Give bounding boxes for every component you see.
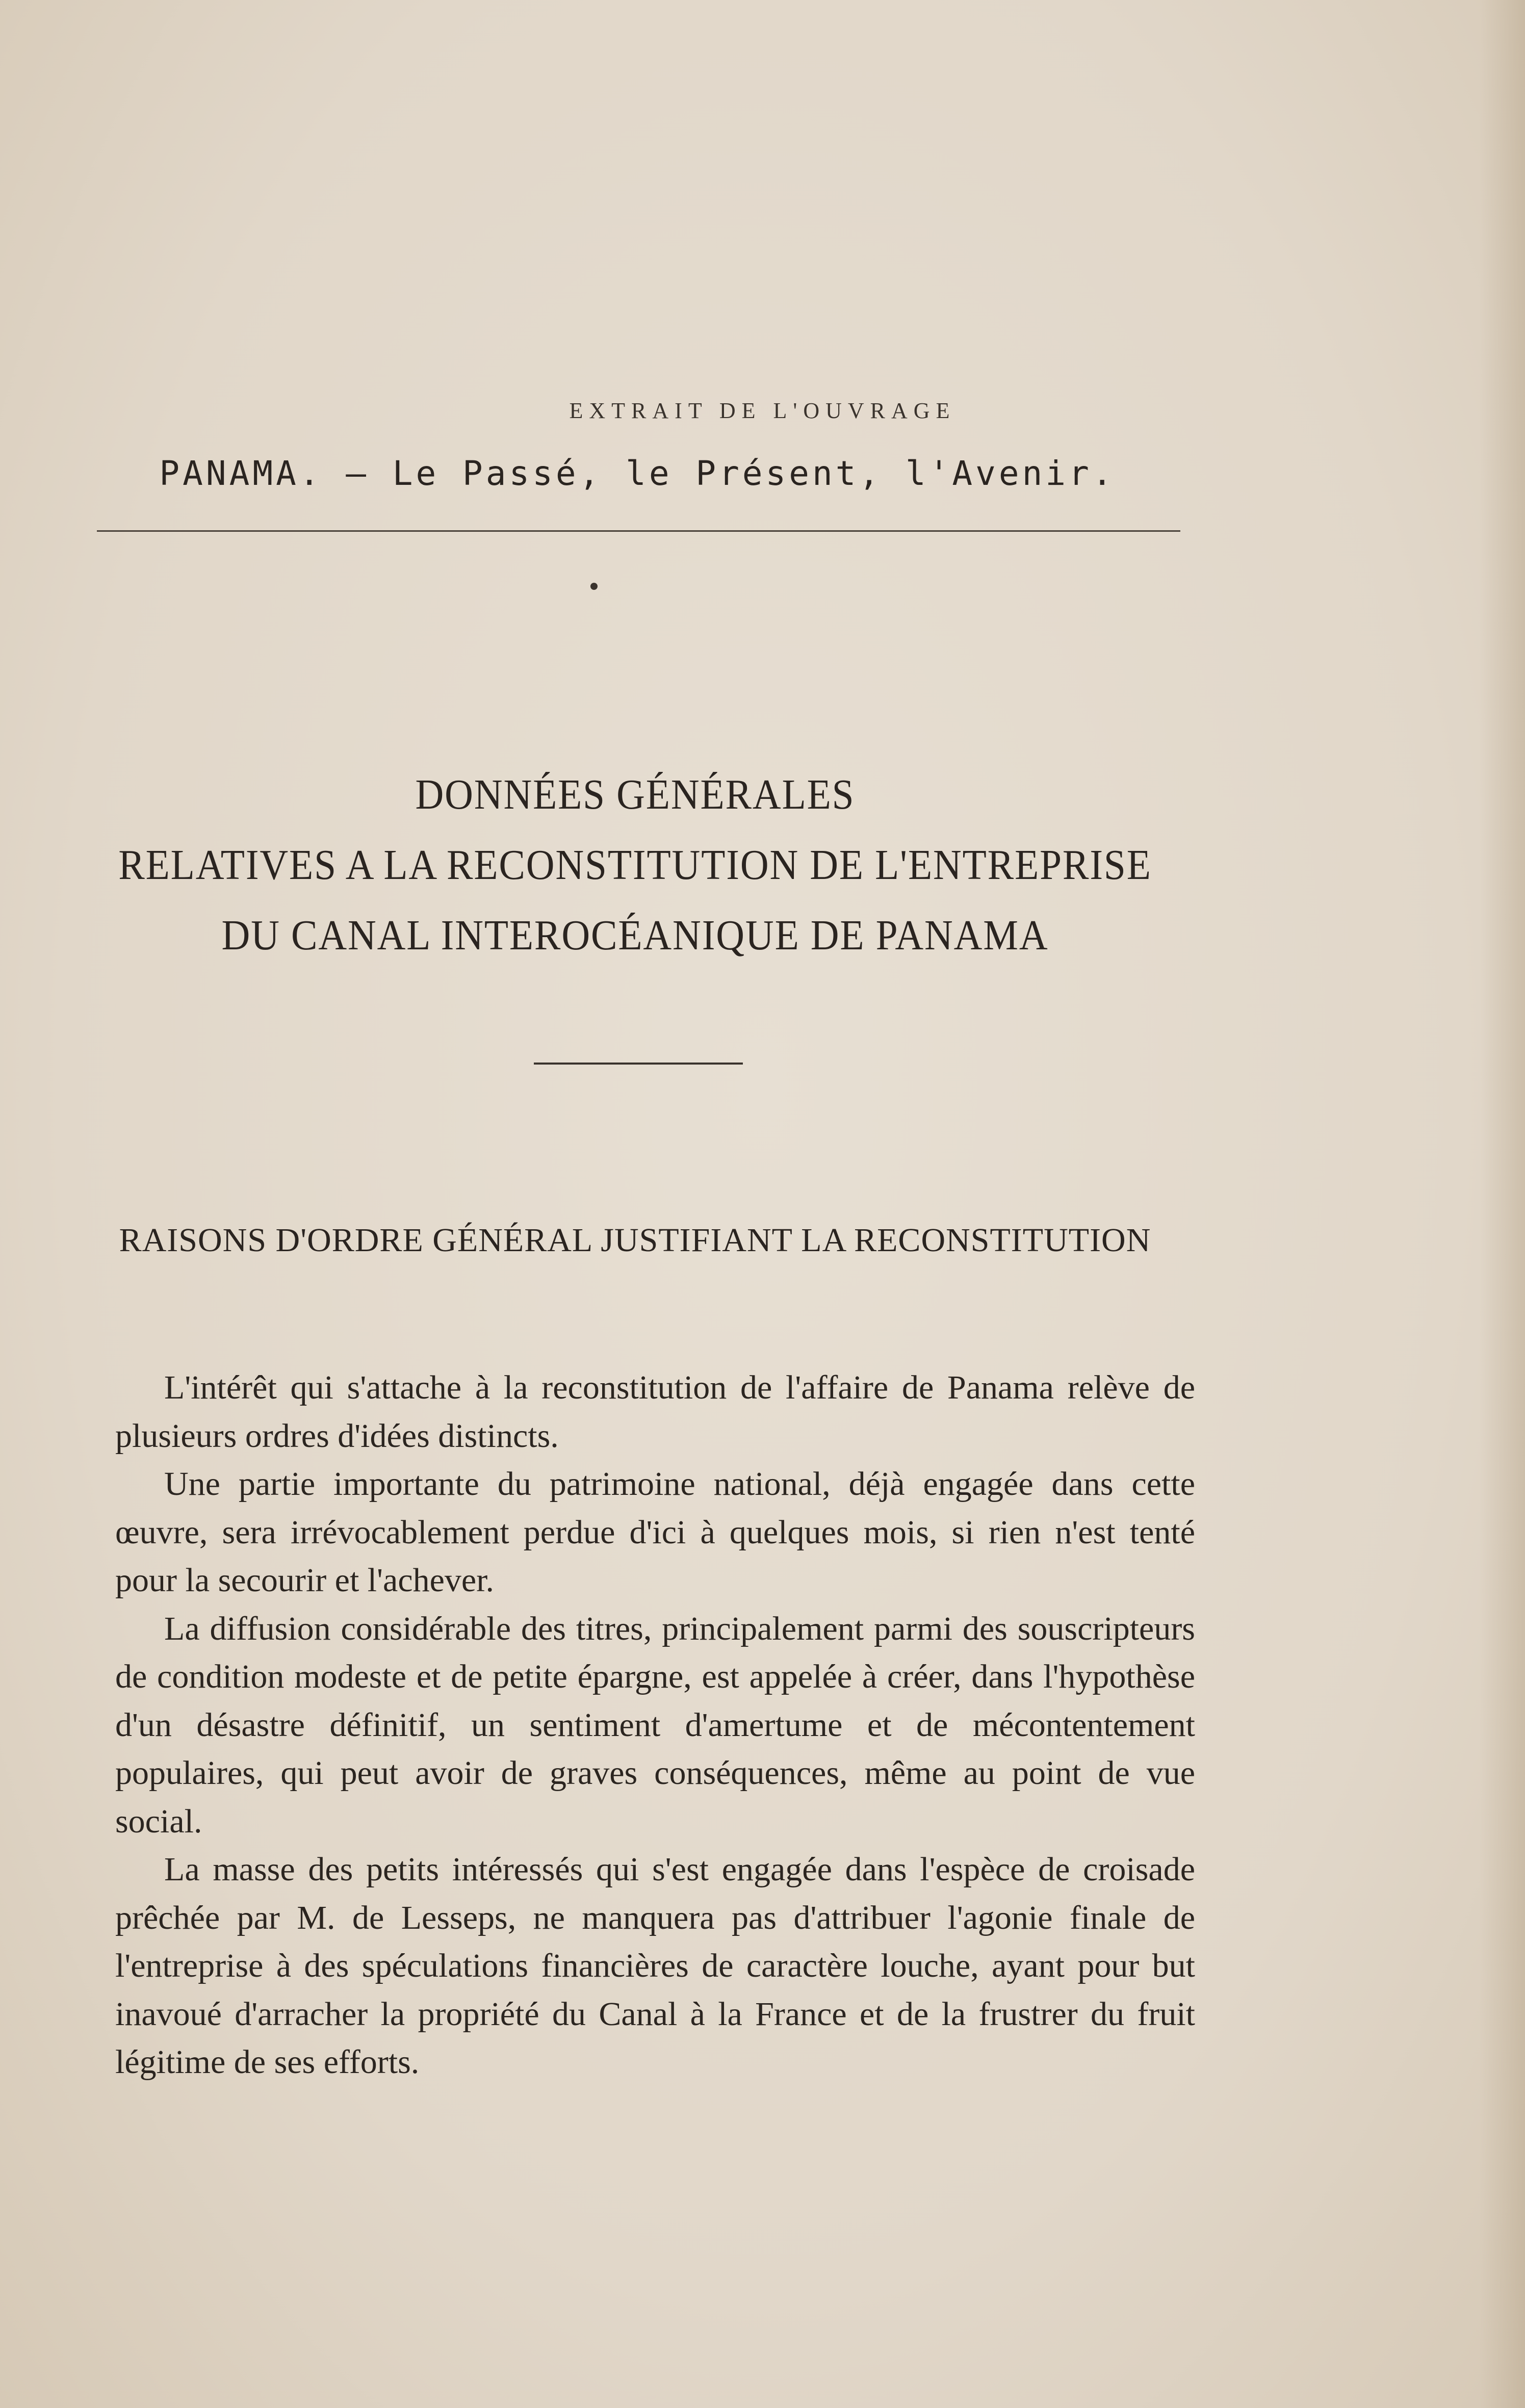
section-title: RAISONS D'ORDRE GÉNÉRAL JUSTIFIANT LA RECONSTITUTION <box>119 1222 1151 1259</box>
main-title-line-3: DU CANAL INTEROCÉANIQUE DE PANAMA <box>221 912 1049 959</box>
paragraph: Une partie importante du patrimoine national, déjà engagée dans cette œuvre, sera irrévocablement perdue d'ici à quelques mois, si rien n'est tenté pour la secourir et l'achever. <box>115 1465 1195 1599</box>
paragraph: La diffusion considérable des titres, principalement parmi des souscripteurs de condition modeste et de petite épargne, est appelée à créer, dans l'hypothèse d'un désastre définitif, un sentiment d'amertume et de mécontentement populaires, qui peut avoir de graves conséquences, même au point de vue social. <box>115 1610 1195 1840</box>
work-title: PANAMA. — Le Passé, le Présent, l'Avenir. <box>159 454 1116 493</box>
main-title-line-2: RELATIVES A LA RECONSTITUTION DE L'ENTREPRISE <box>118 841 1152 889</box>
main-title <box>51 760 1220 971</box>
paragraph: La masse des petits intéressés qui s'est engagée dans l'espèce de croisade prêchée par M. de Lesseps, ne manquera pas d'attribuer l'agonie finale de l'entreprise à des spéculations financières de caractère louche, ayant pour but inavoué d'arracher la propriété du Canal à la France et de la frustrer du fruit légitime de ses efforts. <box>115 1851 1195 2081</box>
body-text <box>115 1364 1195 2087</box>
paragraph: L'intérêt qui s'attache à la reconstitution de l'affaire de Panama relève de plusieurs ordres d'idées distincts. <box>115 1369 1195 1455</box>
title-rule <box>534 1063 743 1065</box>
main-title-line-1: DONNÉES GÉNÉRALES <box>415 771 855 818</box>
page-edge-shadow <box>1479 0 1525 2408</box>
kicker: EXTRAIT DE L'OUVRAGE <box>569 398 956 423</box>
ornament-dot <box>590 583 598 590</box>
header-rule <box>97 530 1180 532</box>
